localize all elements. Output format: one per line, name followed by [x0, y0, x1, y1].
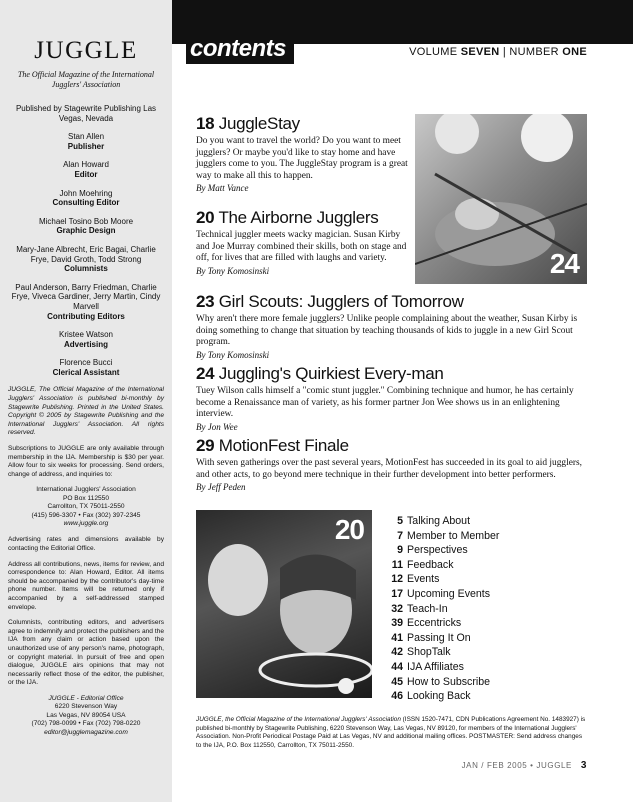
- department-page: 42: [391, 646, 403, 659]
- article-title-text: The Airborne Jugglers: [218, 208, 379, 227]
- staff-role: Advertising: [63, 339, 108, 349]
- number-label: NUMBER: [509, 46, 559, 58]
- department-page: 11: [391, 558, 403, 571]
- website-link[interactable]: www.juggle.org: [63, 520, 109, 528]
- publication-statement: [196, 716, 588, 750]
- staff-entry: [8, 104, 164, 123]
- advertising-paragraph: Advertising rates and dimensions available by contacting the Editorial Office.: [8, 536, 164, 553]
- address-line: (415) 596-3307 • Fax (302) 397-2345: [31, 511, 141, 519]
- staff-role: Consulting Editor: [52, 198, 120, 208]
- article-title: [196, 114, 410, 134]
- legal-text-2: [8, 536, 164, 688]
- page-title: contents: [186, 34, 294, 64]
- department-name: Feedback: [407, 558, 454, 571]
- staff-names: Michael Tosino Bob Moore: [38, 216, 134, 226]
- department-name: Eccentricks: [407, 617, 462, 630]
- footer-separator: •: [530, 761, 534, 770]
- office-line: (702) 798-0099 • Fax (702) 798-0220: [31, 720, 141, 728]
- address-line: Carrollton, TX 75011-2550: [47, 503, 125, 511]
- article-summary: Why aren't there more female jugglers? Unlike people complaining about the weather, Susan Kirby is doing something to change that situation by teaching thousands of kids to juggle in a new Girl Scout program.: [196, 314, 578, 348]
- legal-text: [8, 386, 164, 479]
- department-name: IJA Affiliates: [407, 660, 464, 673]
- volume-label: VOLUME: [409, 46, 458, 58]
- article-title-text: MotionFest Finale: [218, 436, 349, 455]
- editorial-office: [8, 695, 164, 737]
- article-page-number: 24: [196, 364, 215, 383]
- departments-list: [383, 514, 499, 704]
- volume-value: SEVEN: [460, 46, 500, 58]
- article-title: [196, 436, 588, 456]
- staff-names: Alan Howard: [63, 160, 109, 170]
- publication-statement-text: (ISSN 1520-7471, CDN Publications Agreement No. 1483927) is published bi-monthly by Stagewrite Publishing, 6220 Stevenson Way, Las Vegas, NV 89120, for members of the International Jugglers' Association. Non-Profit Periodical Postage Paid at Las Vegas, NV and additional mailing offices. POSTMASTER: Send address changes to the IJA, P.O. Box 112550, Carrollton, TX 75011-2550.: [196, 716, 586, 749]
- ija-address: [8, 486, 164, 528]
- staff-names: Kristee Watson: [59, 330, 113, 340]
- contributions-paragraph: Address all contributions, news, items for review, and correspondence to: Alan Howard, Editor. All items should be accompanied by the contributor's day-time phone number. Items will be returned only if accompanied by a self-addressed stamped envelope.: [8, 560, 164, 611]
- staff-names: Stan Allen: [67, 132, 105, 142]
- article-title-text: JuggleStay: [218, 114, 300, 133]
- article-jugglestay[interactable]: [196, 114, 410, 194]
- staff-names: Florence Bucci: [59, 358, 113, 368]
- article-quirkiest-every-man[interactable]: [196, 364, 588, 433]
- department-page: 7: [397, 529, 403, 542]
- volume-separator: |: [502, 46, 507, 58]
- staff-entry: [8, 330, 164, 349]
- staff-names: Paul Anderson, Barry Friedman, Charlie Frye, Viveca Gardiner, Jerry Martin, Cindy Marvell: [11, 282, 161, 311]
- department-item[interactable]: [383, 543, 499, 558]
- juggle-logo: JUGGLE: [34, 37, 138, 64]
- article-page-number: 18: [196, 114, 215, 133]
- number-value: ONE: [562, 46, 587, 58]
- page-footer: [462, 760, 587, 771]
- office-line: JUGGLE - Editorial Office: [48, 694, 124, 702]
- article-page-number: 29: [196, 436, 215, 455]
- department-name: Events: [407, 573, 440, 586]
- department-name: Member to Member: [407, 529, 500, 542]
- article-page-number: 23: [196, 292, 215, 311]
- photo-page-label: 24: [549, 248, 579, 279]
- department-page: 44: [391, 660, 403, 673]
- department-item[interactable]: [383, 616, 499, 631]
- department-item[interactable]: [383, 660, 499, 675]
- article-title: [196, 292, 588, 312]
- staff-role: Clerical Assistant: [52, 367, 120, 377]
- department-page: 12: [391, 573, 403, 586]
- article-girl-scouts[interactable]: [196, 292, 588, 361]
- staff-entry: [8, 217, 164, 236]
- department-name: Looking Back: [407, 690, 471, 703]
- staff-role: Columnists: [64, 264, 108, 274]
- staff-entry: [8, 358, 164, 377]
- department-name: Passing It On: [407, 631, 471, 644]
- article-airborne-jugglers[interactable]: [196, 208, 410, 277]
- footer-magazine-name: JUGGLE: [536, 761, 572, 770]
- department-item[interactable]: [383, 558, 499, 573]
- article-byline: By Tony Komosinski: [196, 349, 270, 360]
- article-title-text: Girl Scouts: Jugglers of Tomorrow: [218, 292, 464, 311]
- department-page: 5: [397, 515, 403, 527]
- department-item[interactable]: [383, 675, 499, 690]
- department-page: 32: [391, 602, 403, 615]
- department-item[interactable]: [383, 587, 499, 602]
- department-page: 17: [391, 587, 403, 600]
- staff-names: John Moehring: [59, 188, 113, 198]
- staff-entry: [8, 132, 164, 151]
- department-item[interactable]: [383, 689, 499, 704]
- article-summary: With seven gatherings over the past several years, MotionFest has succeeded in its goal to aid jugglers, and other acts, to go beyond mere technique in their further development into better performers.: [196, 458, 582, 480]
- staff-entry: [8, 283, 164, 321]
- department-name: Teach-In: [407, 602, 448, 615]
- department-name: ShopTalk: [407, 646, 451, 659]
- office-line: Las Vegas, NV 89054 USA: [46, 711, 126, 719]
- department-item[interactable]: [383, 645, 499, 660]
- staff-entry: [8, 189, 164, 208]
- department-name: Perspectives: [407, 544, 468, 557]
- department-item[interactable]: [383, 602, 499, 617]
- juggler-photo-bottom: [196, 510, 372, 698]
- department-name: How to Subscribe: [407, 675, 491, 688]
- article-title: [196, 364, 588, 384]
- staff-list: [8, 104, 164, 377]
- department-page: 45: [391, 675, 403, 688]
- department-name: Upcoming Events: [407, 587, 491, 600]
- article-byline: By Tony Komosinski: [196, 265, 270, 276]
- copyright-paragraph: JUGGLE, The Official Magazine of the International Jugglers' Association is published bi-monthly by Stagewrite Publishing. Printed in the United States. Copyright © 2005 by Stagewrite Publishing and the International Jugglers' Association. All rights reserved.: [8, 386, 164, 437]
- masthead-sidebar: [0, 0, 172, 802]
- department-item[interactable]: [383, 514, 499, 529]
- photo-page-label: 20: [334, 514, 364, 545]
- department-name: Talking About: [407, 515, 471, 527]
- article-byline: By Jon Wee: [196, 421, 238, 432]
- article-byline: By Matt Vance: [196, 183, 249, 194]
- staff-role: Editor: [74, 169, 98, 179]
- indemnity-paragraph: Columnists, contributing editors, and advertisers agree to indemnify and protect the publishers and the IJA from any claim or action based upon the unauthorized use of any person's name, photograph, or copyright material. In pursuit of free and open dialogue, JUGGLE airs opinions that may not necessarily reflect those of the editor, the publisher, or the IJA.: [8, 619, 164, 687]
- department-page: 9: [397, 544, 403, 557]
- department-page: 41: [391, 631, 403, 644]
- article-summary: Do you want to travel the world? Do you want to meet jugglers? Or maybe you'd like to stay home and have jugglers come to you. The JuggleStay program is a great way to make all this to happen.: [196, 136, 408, 181]
- staff-role: Contributing Editors: [47, 311, 125, 321]
- staff-names: Published by Stagewrite Publishing Las Vegas, Nevada: [15, 104, 157, 123]
- article-title: [196, 208, 410, 228]
- article-byline: By Jeff Peden: [196, 482, 246, 493]
- department-page: 39: [391, 617, 403, 630]
- juggler-photo-top: [415, 114, 587, 284]
- article-motionfest-finale[interactable]: [196, 436, 588, 493]
- page-number: 3: [580, 760, 587, 771]
- staff-role: Graphic Design: [56, 226, 116, 236]
- publication-statement-title: JUGGLE, the Official Magazine of the International Jugglers' Association: [196, 716, 401, 723]
- department-item[interactable]: [383, 572, 499, 587]
- office-line: 6220 Stevenson Way: [54, 703, 118, 711]
- article-summary: Technical juggler meets wacky magician. Susan Kirby and Joe Murray combined their skills, both on stage and off, for lives that are filled with laughs and variety.: [196, 230, 407, 264]
- address-line: PO Box 112550: [62, 494, 110, 502]
- department-page: 46: [391, 690, 403, 703]
- staff-names: Mary-Jane Albrecht, Eric Bagai, Charlie Frye, David Groth, Todd Strong: [16, 244, 156, 264]
- staff-entry: [8, 160, 164, 179]
- article-page-number: 20: [196, 208, 215, 227]
- issue-date: JAN / FEB 2005: [461, 761, 528, 770]
- staff-entry: [8, 245, 164, 274]
- department-item[interactable]: [383, 631, 499, 646]
- article-summary: Tuey Wilson calls himself a "comic stunt juggler." Combining technique and humor, he has certainly become a Renaissance man of variety, as his former partner Jon Wee shows us in an enlightening interview.: [196, 386, 574, 420]
- article-title-text: Juggling's Quirkiest Every-man: [218, 364, 444, 383]
- staff-role: Publisher: [67, 141, 105, 151]
- department-item[interactable]: [383, 529, 499, 544]
- tagline: The Official Magazine of the International Jugglers' Association: [17, 70, 155, 89]
- address-line: International Jugglers' Association: [36, 486, 136, 494]
- subscription-paragraph: Subscriptions to JUGGLE are only available through membership in the IJA. Membership is $30 per year. Allow four to six weeks for processing. Send orders, change of address, and inquiries to:: [8, 445, 164, 478]
- editor-email-link[interactable]: editor@jugglemagazine.com: [44, 728, 128, 736]
- volume-info: [409, 46, 587, 58]
